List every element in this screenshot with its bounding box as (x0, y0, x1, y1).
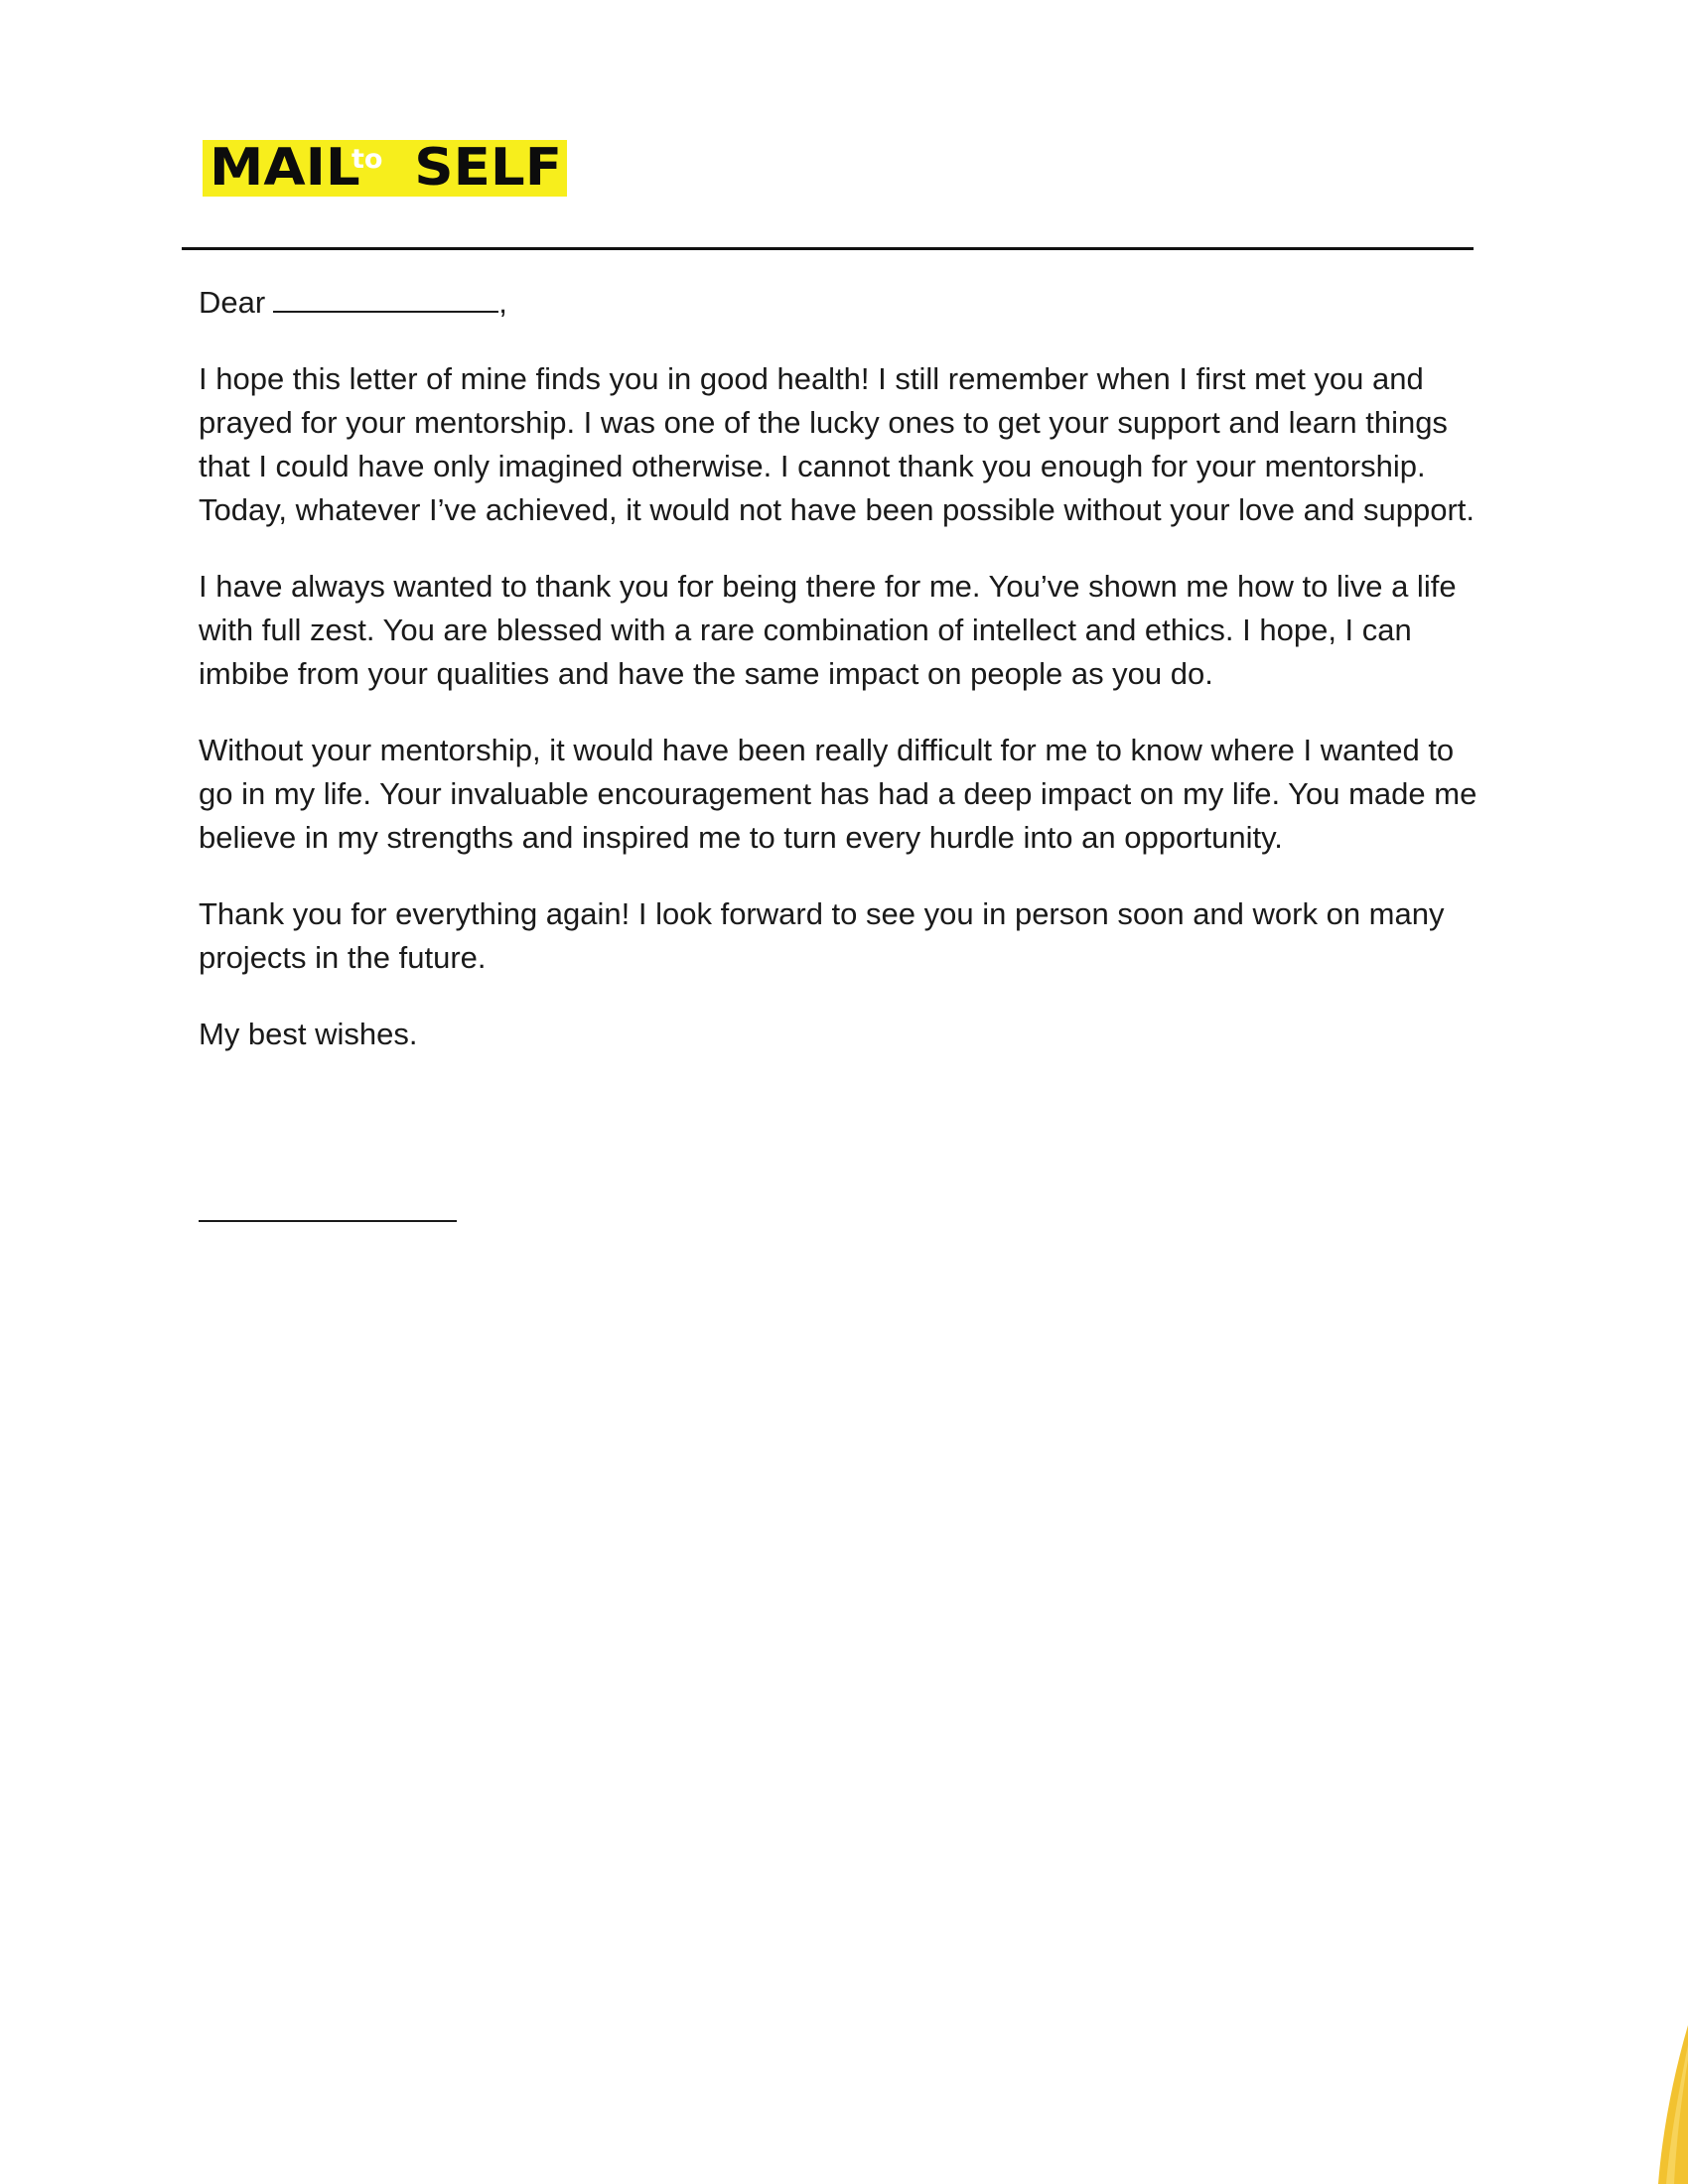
paragraph-3: Without your mentorship, it would have been really difficult for me to know where I wanted to go in my life. Your invaluable encouragement has had a deep impact on my life. You made me believe in my strengths and inspired me to turn every hurdle into an opportunity. (199, 733, 1477, 855)
header-divider (182, 247, 1474, 250)
logo-text-mail: MAIL (210, 140, 360, 197)
paragraph-4: Thank you for everything again! I look forward to see you in person soon and work on many projects in the future. (199, 896, 1445, 975)
mail-to-self-logo (203, 140, 567, 197)
closing-line: My best wishes. (199, 1017, 418, 1051)
paragraph-2: I have always wanted to thank you for being there for me. You’ve shown me how to live a life with full zest. You are blessed with a rare combination of intellect and ethics. I hope, I can imbibe from your qualities and have the same impact on people as you do. (199, 569, 1457, 691)
logo-text-self: SELF (414, 140, 563, 197)
salutation-suffix: , (498, 285, 507, 320)
recipient-name-blank[interactable] (273, 283, 498, 313)
corner-swoosh-decoration (1648, 2025, 1688, 2184)
paragraph-1: I hope this letter of mine finds you in good health! I still remember when I first met you and prayed for your mentorship. I was one of the lucky ones to get your support and learn things that I could have only imagined otherwise. I cannot thank you enough for your mentorship. Today, whatever I’ve achieved, it would not have been possible without your love and support. (199, 361, 1475, 527)
letter-body (199, 281, 1489, 1089)
salutation-prefix: Dear (199, 285, 266, 320)
salutation (199, 281, 1489, 325)
logo-text-to: to (352, 144, 383, 175)
logo-wordmark (210, 140, 562, 197)
signature-blank[interactable] (199, 1220, 457, 1222)
